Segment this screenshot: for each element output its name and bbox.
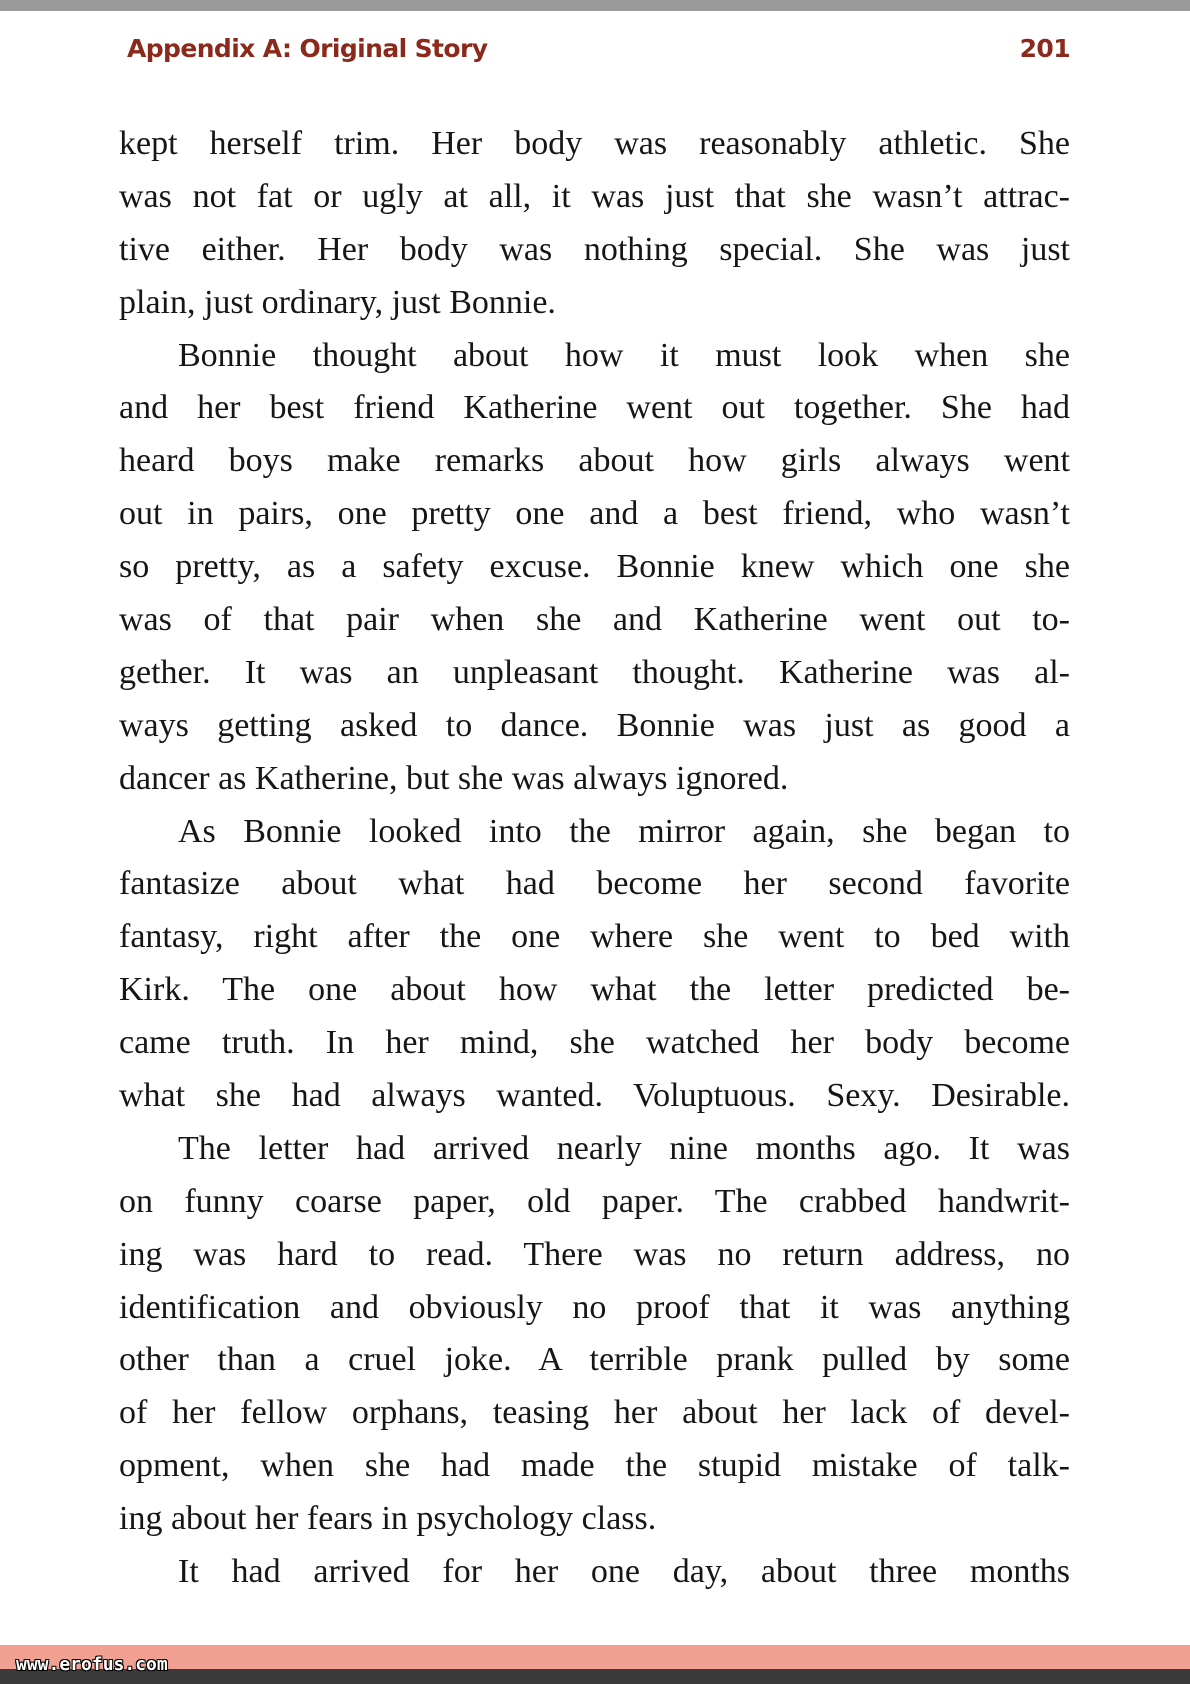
paragraph-first-line: As Bonnie looked into the mirror again, she began to	[178, 812, 1070, 850]
text-line: identification and obviously no proof that it was anything	[119, 1288, 1070, 1326]
text-line: gether. It was an unpleasant thought. Katherine was al-	[119, 653, 1070, 691]
top-rule	[0, 0, 1190, 11]
text-line: Kirk. The one about how what the letter predicted be-	[119, 971, 1070, 1009]
paragraph-first-line: The letter had arrived nearly nine months ago. It was	[178, 1129, 1070, 1167]
text-line: was not fat or ugly at all, it was just that she wasn’t attrac-	[119, 177, 1070, 215]
text-line: fantasy, right after the one where she went to bed with	[119, 918, 1070, 956]
paragraph-first-line: Bonnie thought about how it must look when she	[178, 336, 1070, 374]
text-line: and her best friend Katherine went out together. She had	[119, 389, 1070, 427]
text-line: came truth. In her mind, she watched her body become	[119, 1024, 1070, 1062]
text-line: what she had always wanted. Voluptuous. Sexy. Desirable.	[119, 1077, 1070, 1115]
text-line: ing was hard to read. There was no return address, no	[119, 1235, 1070, 1273]
bottom-band	[0, 1645, 1190, 1669]
paragraph-first-line: It had arrived for her one day, about three months	[178, 1553, 1070, 1591]
text-line: dancer as Katherine, but she was always ignored.	[119, 759, 789, 797]
page-number: 201	[1019, 34, 1070, 63]
text-line: ways getting asked to dance. Bonnie was just as good a	[119, 706, 1070, 744]
body-text	[119, 118, 1070, 1599]
text-line: was of that pair when she and Katherine went out to-	[119, 601, 1070, 639]
running-head	[127, 34, 1070, 68]
text-line: kept herself trim. Her body was reasonably athletic. She	[119, 125, 1070, 162]
text-line: other than a cruel joke. A terrible prank pulled by some	[119, 1341, 1070, 1379]
text-line: opment, when she had made the stupid mistake of talk-	[119, 1447, 1070, 1485]
text-line: fantasize about what had become her second favorite	[119, 865, 1070, 903]
text-line: out in pairs, one pretty one and a best friend, who wasn’t	[119, 495, 1070, 533]
text-line: tive either. Her body was nothing special. She was just	[119, 230, 1070, 268]
text-line: so pretty, as a safety excuse. Bonnie knew which one she	[119, 548, 1070, 586]
text-line: ing about her fears in psychology class.	[119, 1500, 657, 1538]
section-title: Appendix A: Original Story	[127, 34, 488, 63]
text-line: heard boys make remarks about how girls always went	[119, 442, 1070, 480]
bottom-strip	[0, 1669, 1190, 1684]
text-line: plain, just ordinary, just Bonnie.	[119, 283, 556, 321]
watermark: www.erofus.com	[16, 1654, 168, 1675]
text-line: on funny coarse paper, old paper. The crabbed handwrit-	[119, 1182, 1070, 1220]
text-line: of her fellow orphans, teasing her about her lack of devel-	[119, 1394, 1070, 1432]
